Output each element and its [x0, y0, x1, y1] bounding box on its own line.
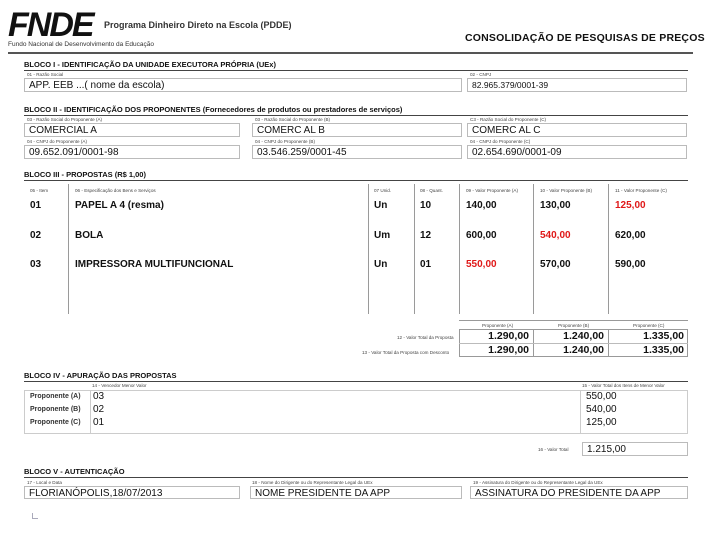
totals-top-rule [459, 320, 688, 321]
bloco4-divider [24, 381, 688, 382]
col-separator [68, 184, 69, 314]
apuracao-proponente-b-items[interactable]: 02 [93, 404, 105, 415]
row3-valor-c: 590,00 [615, 259, 646, 270]
cnpj-label: 02 - CNPJ [470, 72, 492, 77]
col-desc-label: 06 - Especificação dos Bens e Serviços [75, 188, 156, 193]
apuracao-proponente-c-label: Proponente (C) [30, 419, 81, 426]
col-separator [459, 184, 460, 314]
row1-valor-c-lowest: 125,00 [615, 200, 646, 211]
col-valor-a-label: 09 - Valor Proponente (A) [466, 188, 519, 193]
proponente-a-razao-label: 03 - Razão Social do Proponente (A) [27, 117, 103, 122]
apuracao-proponente-b-valor[interactable]: 540,00 [586, 404, 617, 415]
vencedor-label: 14 - Vencedor Menor Valor [92, 383, 147, 388]
cnpj-field[interactable]: 82.965.379/0001-39 [467, 78, 687, 92]
razao-social-field[interactable]: APP. EEB ...( nome da escola) [24, 78, 462, 92]
bloco3-title: BLOCO III - PROPOSTAS (R$ 1,00) [24, 170, 146, 179]
bloco5-title: BLOCO V - AUTENTICAÇÃO [24, 467, 125, 476]
row3-item: 03 [30, 259, 42, 270]
row3-valor-a-lowest: 550,00 [466, 259, 497, 270]
total-desconto-label: 13 - Valor Total da Proposta com Desconto [362, 350, 450, 355]
bloco2-divider [24, 115, 688, 116]
apuracao-proponente-a-valor[interactable]: 550,00 [586, 391, 617, 402]
bloco1-title: BLOCO I - IDENTIFICAÇÃO DA UNIDADE EXECUTORA PRÓPRIA (UEx) [24, 60, 276, 69]
col-item-label: 05 - Item [30, 188, 49, 193]
local-data-label: 17 - Local e Data [27, 480, 62, 485]
fnde-logo: FNDE [8, 6, 93, 44]
proponente-a-cnpj-label: 04 - CNPJ do Proponente (A) [27, 139, 88, 144]
header-divider [8, 52, 693, 54]
valor-total-label: 16 - Valor Total [538, 447, 569, 452]
row2-valor-c: 620,00 [615, 230, 646, 241]
assinatura-label: 19 - Assinatura do Dirigente ou do Representante Legal da UEx [473, 480, 603, 485]
row2-valor-b-lowest: 540,00 [540, 230, 571, 241]
proponente-b-cnpj-field[interactable]: 03.546.259/0001-45 [252, 145, 462, 159]
row1-unid: Un [374, 200, 388, 211]
proponente-c-razao-label: C3 - Razão Social do Proponente (C) [470, 117, 547, 122]
totals-header-c: Proponente (C) [633, 323, 665, 328]
bloco1-divider [24, 70, 688, 71]
row2-valor-a: 600,00 [466, 230, 497, 241]
apuracao-separator [580, 390, 581, 434]
row1-valor-b: 130,00 [540, 200, 571, 211]
document-title: CONSOLIDAÇÃO DE PESQUISAS DE PREÇOS [465, 32, 705, 44]
proponente-b-cnpj-label: 04 - CNPJ do Proponente (B) [255, 139, 316, 144]
total-proposta-c: 1.335,00 [643, 330, 684, 342]
bloco2-title: BLOCO II - IDENTIFICAÇÃO DOS PROPONENTES (Fornecedores de produtos ou prestadores de serviços) [24, 105, 403, 114]
proponente-b-razao-label: 03 - Razão Social do Proponente (B) [255, 117, 331, 122]
col-separator [414, 184, 415, 314]
col-unid-label: 07 Unid. [374, 188, 392, 193]
bloco3-divider [24, 180, 688, 181]
corner-mark [32, 513, 38, 519]
row3-valor-b: 570,00 [540, 259, 571, 270]
total-desconto-a: 1.290,00 [488, 344, 529, 356]
apuracao-proponente-a-items[interactable]: 03 [93, 391, 105, 402]
proponente-b-razao-field[interactable]: COMERC AL B [252, 123, 462, 137]
col-quant-label: 08 - Quant. [420, 188, 443, 193]
valor-total-field[interactable]: 1.215,00 [582, 442, 688, 456]
row1-item: 01 [30, 200, 42, 211]
program-name: Programa Dinheiro Direto na Escola (PDDE) [104, 20, 292, 30]
nome-dirigente-field[interactable]: NOME PRESIDENTE DA APP [250, 486, 462, 499]
row1-valor-a: 140,00 [466, 200, 497, 211]
assinatura-field[interactable]: ASSINATURA DO PRESIDENTE DA APP [470, 486, 688, 499]
col-valor-c-label: 11 - Valor Proponente (C) [615, 188, 667, 193]
valor-menor-label: 15 - Valor Total dos Itens de Menor Valor [582, 383, 665, 388]
total-desconto-c: 1.335,00 [643, 344, 684, 356]
row1-qtd: 10 [420, 200, 432, 211]
apuracao-proponente-c-items[interactable]: 01 [93, 417, 105, 428]
apuracao-proponente-a-label: Proponente (A) [30, 393, 81, 400]
proponente-c-razao-field[interactable]: COMERC AL C [467, 123, 687, 137]
total-proposta-b: 1.240,00 [563, 330, 604, 342]
row2-desc: BOLA [75, 230, 104, 241]
bloco5-divider [24, 477, 688, 478]
row3-desc: IMPRESSORA MULTIFUNCIONAL [75, 259, 234, 270]
col-separator [368, 184, 369, 314]
total-proposta-label: 12 - Valor Total da Proposta [397, 335, 454, 340]
local-data-field[interactable]: FLORIANÓPOLIS,18/07/2013 [24, 486, 240, 499]
col-valor-b-label: 10 - Valor Proponente (B) [540, 188, 593, 193]
apuracao-proponente-b-label: Proponente (B) [30, 406, 81, 413]
row2-unid: Um [374, 230, 391, 241]
col-separator [533, 184, 534, 314]
proponente-a-cnpj-field[interactable]: 09.652.091/0001-98 [24, 145, 240, 159]
total-desconto-b: 1.240,00 [563, 344, 604, 356]
apuracao-separator [90, 390, 91, 434]
total-proposta-a: 1.290,00 [488, 330, 529, 342]
proponente-c-cnpj-label: 04 - CNPJ do Proponente (C) [470, 139, 531, 144]
razao-social-label: 01 - Razão Social [27, 72, 64, 77]
totals-header-b: Proponente (B) [558, 323, 590, 328]
row2-qtd: 12 [420, 230, 432, 241]
totals-header-a: Proponente (A) [482, 323, 514, 328]
row3-qtd: 01 [420, 259, 432, 270]
row3-unid: Un [374, 259, 388, 270]
nome-dirigente-label: 18 - Nome do Dirigente ou do Representante Legal da UEx [252, 480, 373, 485]
bloco4-title: BLOCO IV - APURAÇÃO DAS PROPOSTAS [24, 371, 177, 380]
apuracao-proponente-c-valor[interactable]: 125,00 [586, 417, 617, 428]
row2-item: 02 [30, 230, 42, 241]
proponente-c-cnpj-field[interactable]: 02.654.690/0001-09 [467, 145, 687, 159]
org-name: Fundo Nacional de Desenvolvimento da Educação [8, 41, 154, 48]
col-separator [608, 184, 609, 314]
proponente-a-razao-field[interactable]: COMERCIAL A [24, 123, 240, 137]
row1-desc: PAPEL A 4 (resma) [75, 200, 164, 211]
